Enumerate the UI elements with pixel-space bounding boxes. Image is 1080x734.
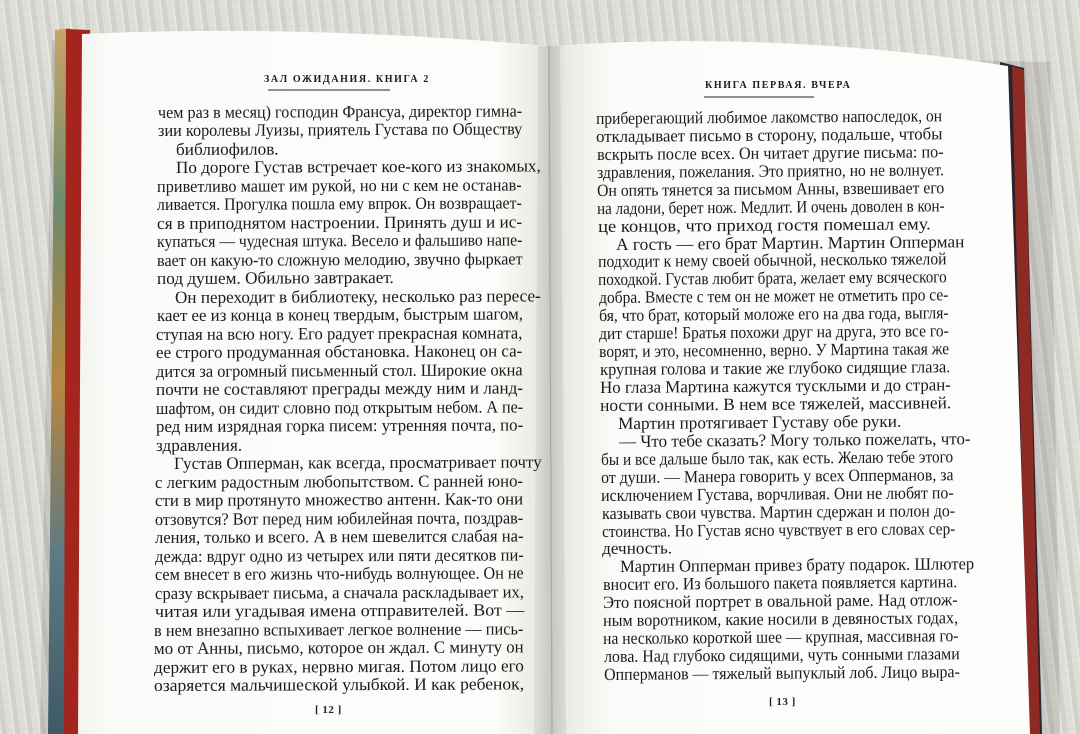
left-page-line: купаться — чудесная штука. Весело и фальшиво напе- xyxy=(157,230,523,252)
left-page-line: озаряется мальчишеской улыбкой. И как ребенок, xyxy=(153,674,525,695)
left-page-line: приветливо машет им рукой, но ни с кем не останав- xyxy=(157,175,523,196)
left-page-line: дится за огромный письменный стол. Широкие окна xyxy=(156,360,523,381)
right-running-head: КНИГА ПЕРВАЯ. ВЧЕРА xyxy=(705,80,852,91)
right-page-line: приберегающий любимое лакомство напоследок, он xyxy=(595,106,943,128)
right-page-line: — Что тебе сказать? Могу только пожелать, что- xyxy=(618,429,971,451)
left-page-line: с легким радостным любопытством. С ранней юно- xyxy=(155,471,524,492)
right-page-line: Но глаза Мартина кажутся тусклыми и до стран- xyxy=(599,375,951,398)
left-page-line: отзовутся? Вот перед ним юбилейная почта, поздрав- xyxy=(155,508,524,529)
left-page-line: сем внесет в его жизнь что-нибудь волнующее. Он не xyxy=(154,563,524,585)
left-page-line: дежда: вдруг одно из четырех или пяти десятков пи- xyxy=(154,545,524,566)
right-page-line: здравления, пожелания. Это приятно, но не волнует. xyxy=(596,160,944,182)
left-page-line: ливается. Прогулка пошла ему впрок. Он возвращает- xyxy=(157,193,523,215)
left-page-line: ступая на всю ногу. Его радует прекрасная комната, xyxy=(156,323,523,344)
right-page-line: вскрыть после всех. Он читает другие письма: по- xyxy=(596,142,944,164)
left-page-line: шафтом, он сидит словно под открытым небом. А пе- xyxy=(155,397,524,418)
right-page-line: казывать свои чувства. Мартин сдержан и полон до- xyxy=(601,500,955,523)
left-page-line: библиофилов. xyxy=(175,139,279,159)
right-page-line: А гость — его брат Мартин. Мартин Опперман xyxy=(615,231,965,254)
left-page-line: ся в приподнятом настроении. Принять душ и ис- xyxy=(157,212,523,233)
left-page-line: чем раз в месяц) господин Франсуа, директор гимна- xyxy=(157,101,523,122)
right-page-line: Мартин Опперман привез брату подарок. Шлютер xyxy=(620,554,975,577)
right-page-line: стоинства. Но Густав ясно чувствует в его словах сер- xyxy=(601,518,956,541)
left-page-number: [ 12 ] xyxy=(315,704,342,716)
right-page-line: бы и все дальше было так, как есть. Желаю тебе этого xyxy=(600,447,954,469)
left-page-line: сти в мир протянуто множество антенн. Как-то они xyxy=(155,489,524,511)
right-page-line: Мартин протягивает Густаву обе руки. xyxy=(618,411,902,433)
right-page-number: [ 13 ] xyxy=(769,696,796,708)
right-page-line: подходит к нему своей обычной, несколько тяжелой xyxy=(598,249,947,272)
right-page-line: на ладони, берет нож. Медлит. И очень доволен в кон- xyxy=(597,195,945,218)
right-page-line: це концов, что приход гостя помешал ему. xyxy=(597,213,931,236)
right-page xyxy=(548,41,1030,734)
left-page-line: почти не составляют преграды между ним и ланд- xyxy=(156,378,524,400)
right-page-line: лова. Над глубоко сидящими, чуть сонными глазами xyxy=(603,644,960,667)
right-page-line: вносит его. Из большого пакета появляется картина. xyxy=(602,572,957,595)
right-page-line: дит старше! Братья похожи друг на друга, это все го- xyxy=(599,321,949,344)
right-page-line: походкой. Густав любит брата, желает ему всяческого xyxy=(598,267,948,290)
left-running-head: ЗАЛ ОЖИДАНИЯ. КНИГА 2 xyxy=(264,74,430,85)
left-page-line: вает он какую-то сложную мелодию, звучно фыркает xyxy=(156,249,523,270)
right-page-line: бя, что брат, который моложе его на два года, выгля- xyxy=(598,303,949,326)
right-page-line: ности сонными. В нем все тяжелей, массивней. xyxy=(600,393,952,415)
right-page-line: Он опять тянется за письмом Анны, взвешивает его xyxy=(597,178,945,200)
right-page-line: Это поясной портрет в овальной раме. Над отлож- xyxy=(602,590,958,613)
left-page-line: Он переходит в библиотеку, несколько раз пересе- xyxy=(174,286,541,307)
left-page-line: ления, только и всего. А в нем шевелится слабая на- xyxy=(155,526,524,548)
left-page-line: здравления. xyxy=(155,435,242,455)
left-page-line: в нем внезапно вспыхивает легкое волнение — пись- xyxy=(154,618,524,640)
left-page-line: под душем. Обильно завтракает. xyxy=(156,268,394,289)
left-page-line: кает ее из конца в конец твердым, быстрым шагом, xyxy=(156,304,523,326)
right-page-line: откладывает письмо в сторону, подальше, чтобы xyxy=(596,124,943,146)
left-page xyxy=(78,31,552,734)
left-page-line: держит его в руках, нервно мигая. Потом лицо его xyxy=(154,655,525,677)
left-page-line: ред ним изрядная горка писем: утренняя почта, по- xyxy=(155,415,523,437)
left-page-line: мо от Анны, письмо, которое он ждал. С минуту он xyxy=(154,637,524,659)
left-page-line: По дороге Густав встречает кое-кого из знакомых, xyxy=(175,156,541,178)
right-page-line: добра. Вместе с тем он не может не отметить про се- xyxy=(598,285,949,308)
right-page-line: крупная голова и такие же глубоко сидящие глаза. xyxy=(599,357,951,380)
right-page-line: ворят, и это, несомненно, верно. У Мартина такая же xyxy=(599,339,950,362)
right-page-line: на несколько короткой шее — крупная, массивная го- xyxy=(603,626,959,649)
left-page-line: сразу вскрывает письма, а сначала раскладывает их, xyxy=(154,581,524,603)
right-page-line: ным воротником, какие носили в девяностых годах, xyxy=(603,608,959,631)
right-page-line: Опперманов — тяжелый выпуклый лоб. Лицо выра- xyxy=(603,662,960,684)
right-page-line: от души. — Манера говорить у всех Опперманов, за xyxy=(601,464,954,487)
left-page-line: ее строго продуманная обстановка. Наконец он са- xyxy=(156,341,523,363)
left-page-line: читая или угадывая имена отправителей. Вот — xyxy=(154,600,524,622)
left-page-line: Густав Опперман, как всегда, просматривает почту xyxy=(173,452,542,474)
right-page-line: исключением Густава, ворчливая. Они не любят по- xyxy=(601,482,955,505)
right-page-line: дечность. xyxy=(602,538,673,559)
left-page-line: зии королевы Луизы, приятель Густава по Обществу xyxy=(157,119,523,141)
